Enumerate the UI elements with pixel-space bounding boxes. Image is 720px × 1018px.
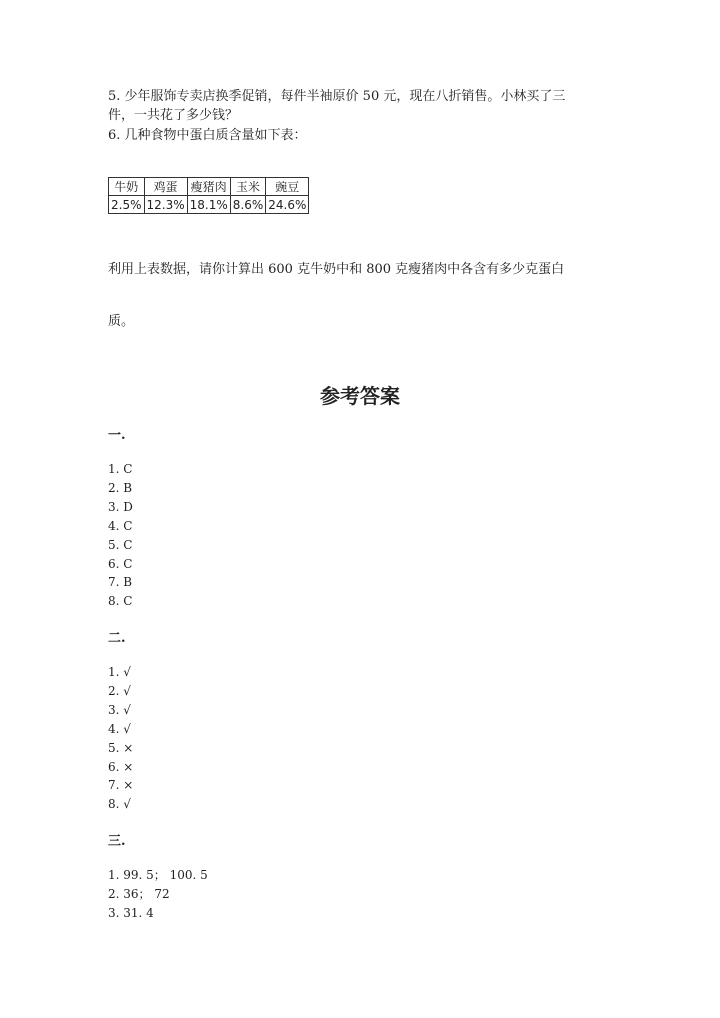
table-cell: 2.5% [109,196,145,214]
table-cell: 12.3% [144,196,187,214]
section-2-heading: 二. [108,631,126,646]
list-item: 3. D [108,499,133,514]
list-item: 6. × [108,759,134,774]
table-cell: 8.6% [230,196,266,214]
list-item: 5. C [108,537,133,552]
question-6-line-1: 6. 几种食物中蛋白质含量如下表： [108,128,307,143]
list-item: 7. × [108,778,134,793]
list-item: 7. B [108,575,133,590]
table-header-cell: 豌豆 [266,178,309,196]
list-item: 1. C [108,462,133,476]
list-item: 2. B [108,480,133,495]
table-header-cell: 鸡蛋 [144,178,187,196]
section-2-answers [108,663,133,814]
table-cell: 18.1% [187,196,230,214]
protein-table [108,177,309,214]
table-row [109,196,309,214]
list-item: 6. C [108,556,133,571]
table-cell: 24.6% [266,196,309,214]
question-6-line-2: 利用上表数据，请你计算出 600 克牛奶中和 800 克瘦猪肉中各含有多少克蛋白 [108,262,565,277]
list-item: 2. 36； 72 [108,886,170,901]
list-item: 5. × [108,740,134,755]
table-header-cell: 瘦猪肉 [187,178,230,196]
section-3-heading: 三. [108,834,126,849]
list-item: 8. √ [108,797,131,812]
list-item: 2. √ [108,683,131,698]
list-item: 3. 31. 4 [108,905,154,920]
question-6-line-3: 质。 [108,314,135,329]
list-item: 4. √ [108,721,131,736]
table-header-row [109,178,309,196]
section-3-answers [108,866,208,923]
question-5-line-2: 件，一共花了多少钱？ [108,108,239,123]
table-header-cell: 牛奶 [109,178,145,196]
list-item: 4. C [108,518,133,533]
list-item: 3. √ [108,702,131,717]
table-header-cell: 玉米 [230,178,266,196]
answers-title: 参考答案 [320,384,400,408]
question-5-line-1: 5. 少年服饰专卖店换季促销，每件半袖原价 50 元，现在八折销售。小林买了三 [108,89,566,104]
list-item: 8. C [108,594,133,609]
section-1-answers [108,460,133,611]
list-item: 1. 99. 5； 100. 5 [108,868,208,882]
section-1-heading: 一. [108,428,126,443]
list-item: 1. √ [108,665,131,679]
